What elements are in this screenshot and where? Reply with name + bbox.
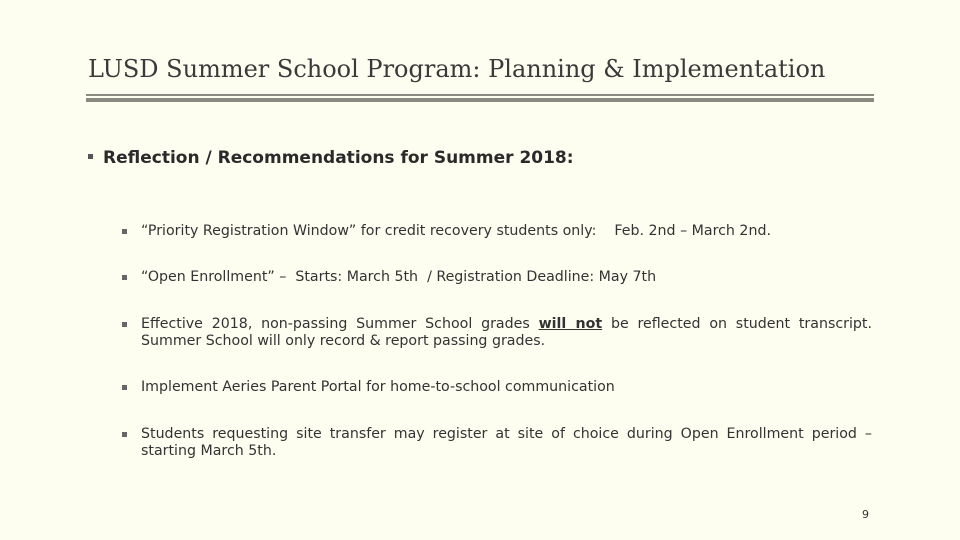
main-bullet bbox=[88, 148, 574, 168]
bullet-square-icon bbox=[122, 275, 127, 280]
bullet-square-icon bbox=[122, 229, 127, 234]
bullet-square-icon bbox=[88, 154, 93, 159]
bullet-square-icon bbox=[122, 432, 127, 437]
list-item-text-before: Effective 2018, non-passing Summer School grades bbox=[141, 316, 539, 332]
list-item-text: Implement Aeries Parent Portal for home-to-school communication bbox=[141, 379, 615, 395]
list-item-text: “Priority Registration Window” for credit recovery students only: Feb. 2nd – March 2nd. bbox=[141, 223, 771, 239]
title-divider-top bbox=[86, 94, 874, 96]
bullet-square-icon bbox=[122, 385, 127, 390]
title-divider-bottom bbox=[86, 98, 874, 102]
list-item-text: Students requesting site transfer may register at site of choice during Open Enrollment period – starting March 5th. bbox=[141, 426, 872, 459]
list-item bbox=[122, 316, 872, 350]
slide-title: LUSD Summer School Program: Planning & Implementation bbox=[88, 55, 826, 83]
list-item-text bbox=[141, 316, 872, 350]
page-number: 9 bbox=[862, 508, 869, 521]
list-item bbox=[122, 379, 872, 396]
bullet-square-icon bbox=[122, 322, 127, 327]
list-item-text-after: be reflected on student transcript. Summer School will only record & report passing grades. bbox=[141, 316, 872, 349]
main-bullet-text: Reflection / Recommendations for Summer 2018: bbox=[103, 148, 574, 168]
list-item bbox=[122, 269, 872, 286]
list-item bbox=[122, 223, 872, 240]
emphasis-text: will not bbox=[538, 316, 603, 332]
list-item-text: “Open Enrollment” – Starts: March 5th / Registration Deadline: May 7th bbox=[141, 269, 657, 285]
list-item bbox=[122, 426, 872, 460]
